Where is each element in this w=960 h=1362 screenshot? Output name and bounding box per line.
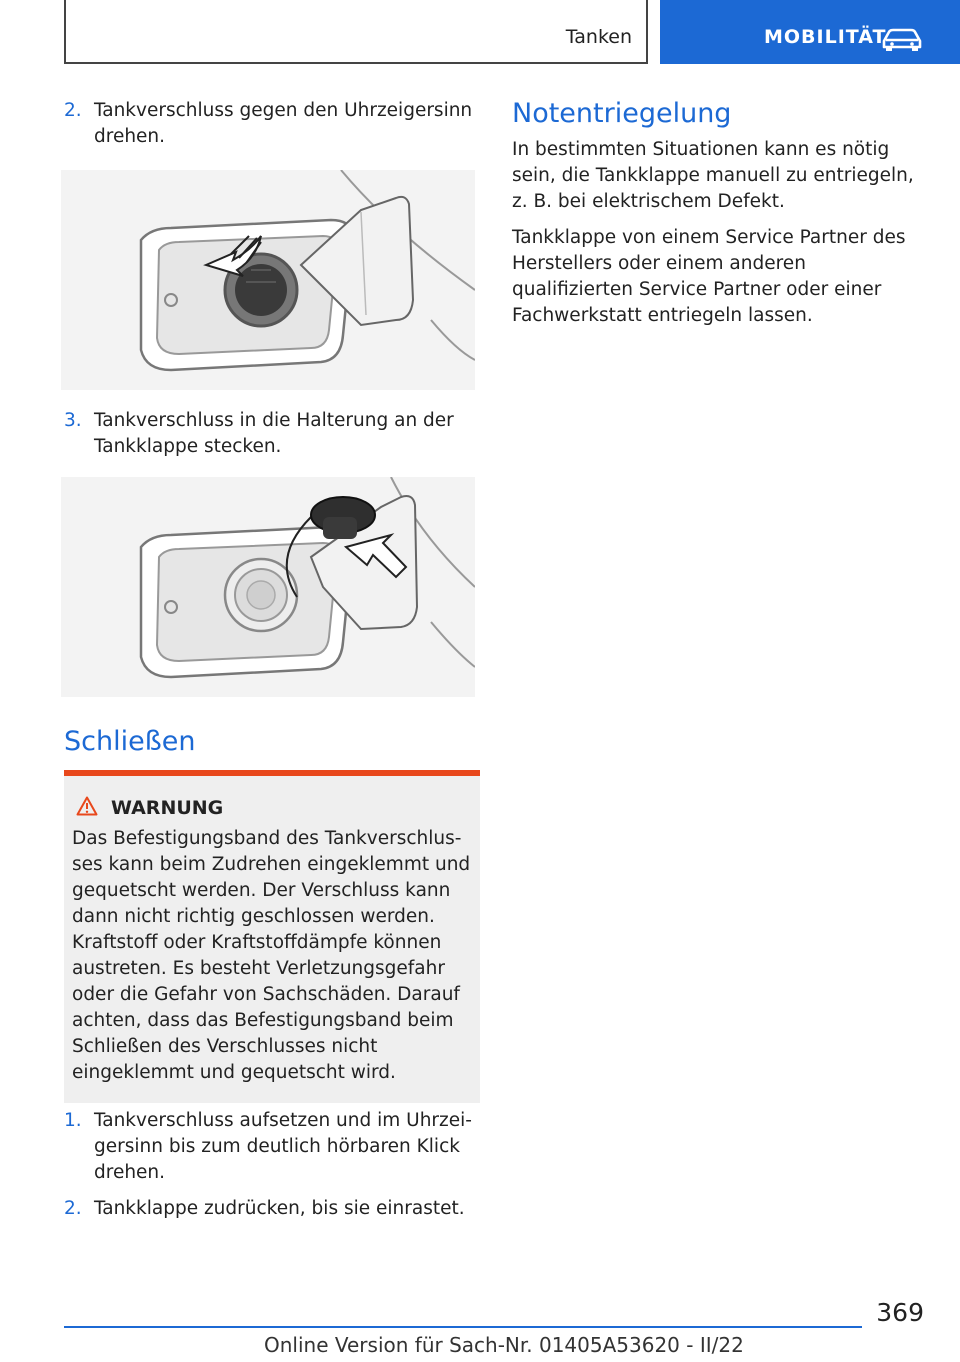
step-text: Tankklappe zudrücken, bis sie einrastet. [94, 1198, 465, 1219]
car-icon [880, 26, 924, 52]
step-1-close [64, 1108, 478, 1186]
step-number: 3. [64, 410, 82, 431]
emergency-release-paragraph-2: Tankklappe von einem Service Partner des Herstellers oder einem anderen qualifizierten Service Partner oder einer Fachwerkstatt entriegeln lassen. [512, 227, 906, 326]
warning-title: WARNUNG [111, 797, 224, 819]
chapter-tab [64, 0, 648, 64]
step-text: Tankverschluss aufsetzen und im Uhrzeigersinn bis zum deutlich hörbaren Klick drehen. [94, 1110, 472, 1183]
footer-version-text: Online Version für Sach-Nr. 01405A53620 - II/22 [264, 1333, 744, 1357]
chapter-title: Tanken [565, 26, 632, 48]
step-2-open [64, 98, 478, 150]
step-number: 1. [64, 1110, 82, 1131]
footer-rule [64, 1326, 862, 1328]
warning-triangle-icon [76, 796, 98, 816]
step-2-close [64, 1196, 478, 1222]
figure-unscrew-cap [61, 170, 475, 390]
emergency-release-paragraph-1: In bestimmten Situationen kann es nötig sein, die Tankklappe manuell zu entriegeln, z. B. bei elektrischem Defekt. [512, 139, 914, 212]
warning-box [64, 770, 480, 1103]
step-text: Tankverschluss in die Halterung an der Tankklappe stecken. [94, 410, 454, 457]
figure-cap-holder [61, 477, 475, 697]
left-column [64, 98, 478, 150]
warning-bar [64, 770, 480, 776]
section-title-emergency-release: Notentriegelung [512, 98, 732, 129]
right-column [512, 98, 932, 329]
warning-text: Das Befestigungsband des Tankverschlusses kann beim Zudrehen eingeklemmt und gequetscht werden. Der Verschluss kann dann nicht richtig geschlossen werden. Kraftstoff oder Kraftstoffdämpfe können austreten. Es besteht Verletzungsgefahr oder die Gefahr von Sachschäden. Darauf achten, dass das Befestigungsband beim Schließen des Verschlusses nicht eingeklemmt und gequetscht wird. [72, 828, 471, 1083]
fuel-door-illustration [61, 170, 475, 390]
page-number: 369 [876, 1298, 924, 1327]
fuel-door-cap-holder-illustration [61, 477, 475, 697]
step-text: Tankverschluss gegen den Uhrzeigersinn drehen. [94, 100, 473, 147]
section-title-close: Schließen [64, 726, 196, 757]
step-number: 2. [64, 100, 82, 121]
close-steps-list [64, 1108, 478, 1222]
step-3-open [64, 408, 508, 460]
step-number: 2. [64, 1198, 82, 1219]
section-title: MOBILITÄT [764, 26, 887, 48]
